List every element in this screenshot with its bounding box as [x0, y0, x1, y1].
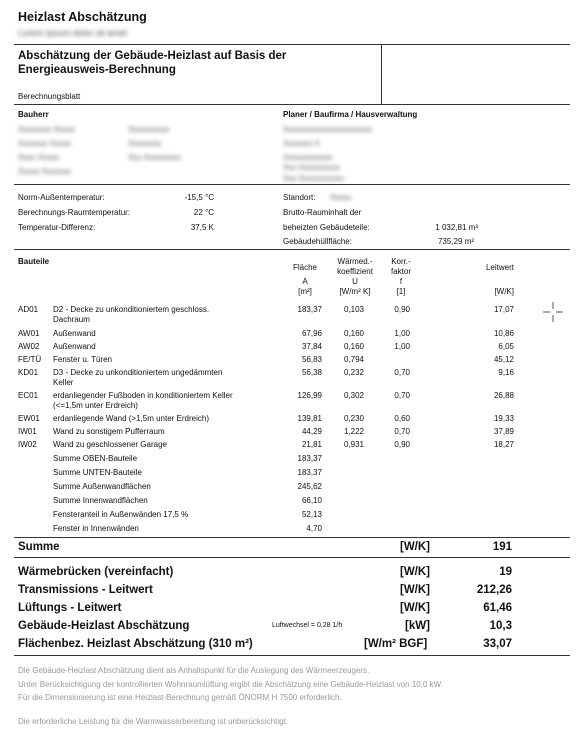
- envelope-area-value: 735,29 m²: [437, 237, 474, 246]
- row-u-value: 0,232: [343, 368, 364, 377]
- footer-note: Die Gebäude-Heizlast Abschätzung dient als Anhaltspunkt für die Auslegung des Wärmeerzeugers.: [18, 666, 370, 675]
- redacted-subtitle: Lorem Ipsum dolor sit amet: [18, 28, 128, 38]
- row-factor: 0,90: [394, 305, 410, 314]
- thermal-bridges-unit: [W/K]: [400, 566, 431, 578]
- row-description: Außenwand: [53, 342, 96, 351]
- row-leitwert: 19,33: [493, 414, 514, 423]
- sum-value: 52,13: [301, 510, 322, 519]
- section-title-line1: Abschätzung der Gebäude-Heizlast auf Basis der: [18, 50, 287, 62]
- gross-volume-value: 1 032,81 m³: [435, 223, 478, 232]
- redacted-planner-line: Xxx Xxxxxxxxxxx: [283, 174, 344, 183]
- row-u-value: 0,794: [343, 355, 364, 364]
- sum-value: 183,37: [297, 468, 322, 477]
- sum-label: Summe UNTEN-Bauteile: [53, 468, 142, 477]
- transmission-unit: [W/K]: [400, 584, 431, 596]
- transmission-label: Transmissions - Leitwert: [18, 584, 153, 596]
- redacted-owner-line: Xxxxxxxx: [128, 139, 162, 148]
- col-header-area-symbol: A: [302, 277, 308, 286]
- sum-value: 183,37: [297, 454, 322, 463]
- col-header-area-unit: [m²]: [298, 287, 312, 296]
- site-label: Standort:: [283, 193, 316, 202]
- col-header-u: Wärmed.-: [337, 257, 373, 266]
- row-leitwert: 6,05: [498, 342, 514, 351]
- row-area: 44,29: [301, 427, 322, 436]
- divider: [14, 537, 570, 538]
- row-area: 56,83: [301, 355, 322, 364]
- col-header-area: Fläche: [292, 263, 317, 272]
- sum-value: 4,70: [306, 524, 322, 533]
- row-description: Außenwand: [53, 329, 96, 338]
- row-area: 67,96: [301, 329, 322, 338]
- row-u-value: 0,103: [343, 305, 364, 314]
- sum-label: Summe Außenwandflächen: [53, 482, 151, 491]
- divider: [14, 655, 570, 656]
- row-factor: 1,00: [394, 342, 410, 351]
- page-title: Heizlast Abschätzung: [18, 10, 147, 24]
- row-u-value: 0,160: [343, 342, 364, 351]
- divider: [14, 184, 570, 185]
- thermal-bridges-label: Wärmebrücken (vereinfacht): [18, 566, 174, 578]
- row-description: Wand zu sonstigem Pufferraum: [53, 427, 165, 436]
- row-u-value: 0,160: [343, 329, 364, 338]
- redacted-planner-line: Xxxxxxxxxxxx: [283, 153, 333, 162]
- row-area: 139,81: [297, 414, 322, 423]
- row-code: FE/TÜ: [18, 355, 42, 364]
- specific-load-value: 33,07: [483, 638, 512, 650]
- col-header-f-2: faktor: [390, 267, 411, 276]
- col-header-leitwert: Leitwert: [485, 263, 514, 272]
- row-leitwert: 26,88: [493, 391, 514, 400]
- row-area: 21,81: [301, 440, 322, 449]
- redacted-owner-line: Xxx Xxxxxxxxx: [128, 153, 181, 162]
- air-change-note: Luftwechsel = 0,28 1/h: [272, 622, 343, 629]
- redacted-site: Xxxxx: [330, 193, 352, 202]
- row-u-value: 0,302: [343, 391, 364, 400]
- row-code: AW02: [18, 342, 40, 351]
- row-code: EC01: [18, 391, 39, 400]
- col-header-u-symbol: U: [352, 277, 358, 286]
- col-header-f-unit: [1]: [396, 287, 406, 296]
- divider: [14, 104, 570, 105]
- footer-note: Die erforderliche Leistung für die Warmwasserbereitung ist unberücksichtigt.: [18, 717, 289, 726]
- row-u-value: 1,222: [343, 427, 364, 436]
- summe-unit: [W/K]: [400, 541, 431, 553]
- divider: [14, 249, 570, 250]
- redacted-planner-line: Xxxxxxx X: [283, 139, 320, 148]
- heating-load-value: 10,3: [489, 620, 512, 632]
- redacted-planner-line: Xxx Xxxxxxxxxx: [283, 163, 340, 172]
- summe-label: Summe: [18, 541, 60, 553]
- row-description: D2 - Decke zu unkonditioniertem geschloss.: [53, 305, 210, 314]
- row-description-cont: (<=1,5m unter Erdreich): [53, 401, 138, 410]
- row-code: KD01: [18, 368, 39, 377]
- row-leitwert: 10,86: [493, 329, 514, 338]
- row-code: AD01: [18, 305, 39, 314]
- specific-load-label: Flächenbez. Heizlast Abschätzung (310 m²): [18, 638, 253, 650]
- gross-volume-label: Brutto-Rauminhalt der: [283, 208, 362, 217]
- row-u-value: 0,230: [343, 414, 364, 423]
- row-description: Wand zu geschlossener Garage: [53, 440, 167, 449]
- row-description-cont: Dachraum: [53, 315, 90, 324]
- row-description: D3 - Decke zu unkonditioniertem ungedämmten: [53, 368, 223, 377]
- row-factor: 0,70: [394, 368, 410, 377]
- redacted-owner-line: Xxxxxxx Xxxxx: [18, 139, 71, 148]
- row-description-cont: Keller: [53, 378, 74, 387]
- owner-label: Bauherr: [18, 110, 49, 119]
- row-factor: 0,70: [394, 391, 410, 400]
- footer-note: Für die Dimensionierung ist eine Heizlast-Berechnung gemäß ÖNORM H 7500 erforderlich.: [18, 693, 342, 702]
- row-factor: 0,60: [394, 414, 410, 423]
- row-area: 37,84: [301, 342, 322, 351]
- temp-diff-value: 37,5 K: [190, 223, 214, 232]
- summe-value: 191: [492, 541, 512, 553]
- sheet-label: Berechnungsblatt: [18, 92, 81, 101]
- redacted-owner-line: Xxxx Xxxxx: [18, 153, 59, 162]
- ventilation-unit: [W/K]: [400, 602, 431, 614]
- row-code: IW01: [18, 427, 37, 436]
- sum-value: 245,62: [297, 482, 322, 491]
- room-temp-label: Berechnungs-Raumtemperatur:: [18, 208, 131, 217]
- norm-temp-value: -15,5 °C: [184, 193, 214, 202]
- row-code: IW02: [18, 440, 37, 449]
- row-factor: 0,70: [394, 427, 410, 436]
- row-factor: 1,00: [394, 329, 410, 338]
- row-area: 56,38: [301, 368, 322, 377]
- heating-load-label: Gebäude-Heizlast Abschätzung: [18, 620, 190, 632]
- transmission-value: 212,26: [476, 584, 512, 596]
- sum-label: Summe Innenwandflächen: [53, 496, 148, 505]
- ventilation-label: Lüftungs - Leitwert: [18, 602, 122, 614]
- divider: [381, 44, 382, 104]
- redacted-owner-line: Xxxxx Xxxxxxx: [18, 167, 71, 176]
- col-header-f: Korr.-: [391, 257, 411, 266]
- room-temp-value: 22 °C: [193, 208, 214, 217]
- row-leitwert: 45,12: [493, 355, 514, 364]
- row-leitwert: 37,89: [493, 427, 514, 436]
- row-code: AW01: [18, 329, 40, 338]
- row-description: Fenster u. Türen: [53, 355, 112, 364]
- temp-diff-label: Temperatur-Differenz:: [18, 223, 96, 232]
- divider: [14, 44, 570, 45]
- envelope-area-label: Gebäudehüllfläche:: [283, 237, 352, 246]
- norm-temp-label: Norm-Außentemperatur:: [18, 193, 105, 202]
- row-leitwert: 17,07: [493, 305, 514, 314]
- col-header-u-2: koeffizient: [337, 267, 373, 276]
- gross-volume-label-2: beheizten Gebäudeteile:: [283, 223, 370, 232]
- col-header-leitwert-unit: [W/K]: [494, 287, 514, 296]
- row-factor: 0,90: [394, 440, 410, 449]
- thermal-bridges-value: 19: [499, 566, 512, 578]
- sum-label: Fensteranteil in Außenwänden 17,5 %: [53, 510, 189, 519]
- row-leitwert: 18,27: [493, 440, 514, 449]
- row-leitwert: 9,16: [498, 368, 514, 377]
- col-header-f-symbol: f: [399, 277, 403, 286]
- redacted-planner-line: Xxxxxxxxxxxxxxxxxxxxxx: [283, 125, 373, 134]
- row-area: 126,99: [297, 391, 322, 400]
- section-title-line2: Energieausweis-Berechnung: [18, 64, 176, 76]
- heating-load-unit: [kW]: [405, 620, 430, 632]
- row-description: erdanliegender Fußboden in konditioniertem Keller: [53, 391, 233, 400]
- ventilation-value: 61,46: [483, 602, 512, 614]
- row-description: erdanliegende Wand (>1,5m unter Erdreich): [53, 414, 210, 423]
- planner-label: Planer / Baufirma / Hausverwaltung: [283, 110, 418, 119]
- footer-note: Unter Berücksichtigung der kontrollierten Wohnraumlüftung ergibt die Abschätzung eine Gebäude-Heizlast von 10,0 kW.: [18, 680, 443, 689]
- divider: [14, 557, 570, 558]
- col-header-components: Bauteile: [18, 257, 50, 266]
- sum-label: Summe OBEN-Bauteile: [53, 454, 138, 463]
- row-u-value: 0,931: [343, 440, 364, 449]
- col-header-u-unit: [W/m² K]: [339, 287, 371, 296]
- specific-load-unit: [W/m² BGF]: [364, 638, 428, 650]
- redacted-owner-line: Xxxxxxxx Xxxxx: [18, 125, 75, 134]
- redacted-owner-line: Xxxxxxxxxx: [128, 125, 170, 134]
- crosshair-cursor-icon: [543, 302, 563, 322]
- sum-value: 66,10: [301, 496, 322, 505]
- sum-label: Fenster in Innenwänden: [53, 524, 139, 533]
- row-code: EW01: [18, 414, 40, 423]
- row-area: 183,37: [297, 305, 322, 314]
